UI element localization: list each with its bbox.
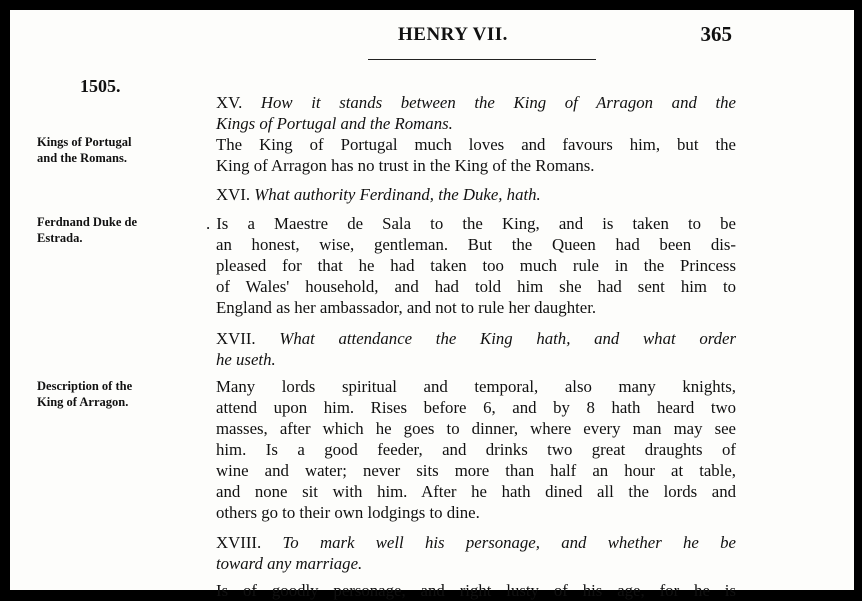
section-xvi-heading: [216, 184, 736, 205]
stray-mark: .: [206, 214, 211, 233]
section-heading-text: he useth.: [216, 350, 276, 369]
header-rule: [368, 59, 596, 60]
body-line: pleased for that he had taken too much rule in the Princess: [216, 256, 736, 275]
running-head: HENRY VII.: [398, 24, 508, 45]
body-line: others go to their own lodgings to dine.: [216, 503, 480, 522]
section-heading-text: What attendance the King hath, and what order: [279, 329, 736, 348]
section-numeral: XVI.: [216, 185, 251, 204]
section-xviii-heading-cont: [216, 553, 736, 574]
body-text: Is a Maestre de Sala to the King, and is taken to be: [216, 214, 736, 233]
body-line: England as her ambassador, and not to rule her daughter.: [216, 298, 597, 317]
section-numeral: XV.: [216, 93, 243, 112]
body-line: King of Arragon has no trust in the King of the Romans.: [216, 156, 595, 175]
margin-note-line: and the Romans.: [37, 151, 127, 165]
section-numeral: XVIII.: [216, 533, 262, 552]
margin-note-line: Description of the: [37, 379, 133, 393]
margin-note-description: [37, 378, 187, 410]
body-line: of Wales' household, and had told him she had sent him to: [216, 277, 736, 296]
section-xvii-heading: [216, 328, 736, 349]
body-line: an honest, wise, gentleman. But the Queen had been dis-: [216, 235, 736, 254]
body-line: Many lords spiritual and temporal, also many knights,: [216, 377, 736, 396]
body-line: him. Is a good feeder, and drinks two great draughts of: [216, 440, 736, 459]
margin-note-ferdnand: [37, 214, 187, 246]
section-xviii-heading: [216, 532, 736, 553]
margin-note-line: Ferdnand Duke de: [37, 215, 138, 229]
body-line: The King of Portugal much loves and favours him, but the: [216, 135, 736, 154]
margin-note-line: Kings of Portugal: [37, 135, 132, 149]
page-number: 365: [700, 22, 732, 46]
section-heading-text: toward any marriage.: [216, 554, 363, 573]
body-line-first: [206, 213, 736, 234]
section-xv-heading: [216, 92, 736, 113]
body-line: wine and water; never sits more than half an hour at table,: [216, 461, 736, 480]
body-line-cut-off: Is of goodly personage, and right lusty of his age, for he is: [216, 581, 736, 600]
body-line: and none sit with him. After he hath dined all the lords and: [216, 482, 736, 501]
section-heading-text: What authority Ferdinand, the Duke, hath.: [254, 185, 541, 204]
section-heading-text: How it stands between the King of Arragon and the: [260, 93, 736, 112]
year-marginal: 1505.: [80, 76, 121, 96]
margin-note-portugal: [37, 134, 187, 166]
body-line: masses, after which he goes to dinner, where every man may see: [216, 419, 736, 438]
section-xvii-heading-cont: [216, 349, 736, 370]
section-heading-text: Kings of Portugal and the Romans.: [216, 114, 453, 133]
section-heading-text: To mark well his personage, and whether he be: [282, 533, 736, 552]
book-page: [10, 10, 854, 600]
body-line: attend upon him. Rises before 6, and by 8 hath heard two: [216, 398, 736, 417]
margin-note-line: King of Arragon.: [37, 395, 129, 409]
section-numeral: XVII.: [216, 329, 256, 348]
margin-note-line: Estrada.: [37, 231, 83, 245]
section-xv-heading-cont: [216, 113, 736, 134]
